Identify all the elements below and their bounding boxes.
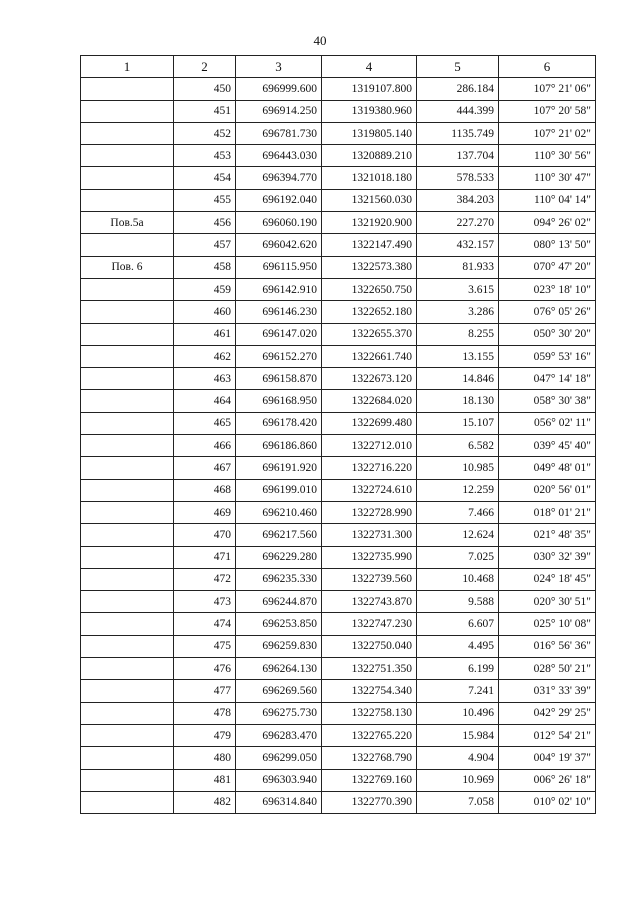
point-number-cell: 482 <box>174 791 236 813</box>
y-coordinate-cell: 1322747.230 <box>322 613 417 635</box>
distance-cell: 9.588 <box>417 591 499 613</box>
y-coordinate-cell: 1322731.300 <box>322 524 417 546</box>
bearing-cell: 031° 33' 39" <box>499 680 596 702</box>
point-number-cell: 464 <box>174 390 236 412</box>
table-row <box>81 524 596 546</box>
point-number-cell: 472 <box>174 568 236 590</box>
table-row <box>81 435 596 457</box>
coordinates-table <box>80 55 596 814</box>
bearing-cell: 076° 05' 26" <box>499 301 596 323</box>
bearing-cell: 107° 20' 58" <box>499 100 596 122</box>
bearing-cell: 110° 04' 14" <box>499 189 596 211</box>
distance-cell: 6.607 <box>417 613 499 635</box>
table-body <box>81 78 596 814</box>
x-coordinate-cell: 696999.600 <box>236 78 322 100</box>
bearing-cell: 004° 19' 37" <box>499 747 596 769</box>
section-label-cell <box>81 390 174 412</box>
point-number-cell: 455 <box>174 189 236 211</box>
table-row <box>81 256 596 278</box>
x-coordinate-cell: 696299.050 <box>236 747 322 769</box>
distance-cell: 18.130 <box>417 390 499 412</box>
y-coordinate-cell: 1322573.380 <box>322 256 417 278</box>
table-row <box>81 680 596 702</box>
bearing-cell: 042° 29' 25" <box>499 702 596 724</box>
x-coordinate-cell: 696283.470 <box>236 724 322 746</box>
table-row <box>81 457 596 479</box>
table-row <box>81 591 596 613</box>
bearing-cell: 110° 30' 47" <box>499 167 596 189</box>
y-coordinate-cell: 1322673.120 <box>322 368 417 390</box>
section-label-cell <box>81 234 174 256</box>
header-row <box>81 56 596 78</box>
y-coordinate-cell: 1322712.010 <box>322 435 417 457</box>
table-row <box>81 702 596 724</box>
x-coordinate-cell: 696192.040 <box>236 189 322 211</box>
y-coordinate-cell: 1322768.790 <box>322 747 417 769</box>
x-coordinate-cell: 696191.920 <box>236 457 322 479</box>
y-coordinate-cell: 1322735.990 <box>322 546 417 568</box>
bearing-cell: 080° 13' 50" <box>499 234 596 256</box>
table-row <box>81 345 596 367</box>
point-number-cell: 476 <box>174 658 236 680</box>
y-coordinate-cell: 1322147.490 <box>322 234 417 256</box>
distance-cell: 10.985 <box>417 457 499 479</box>
bearing-cell: 058° 30' 38" <box>499 390 596 412</box>
point-number-cell: 453 <box>174 145 236 167</box>
point-number-cell: 473 <box>174 591 236 613</box>
section-label-cell <box>81 78 174 100</box>
section-label-cell <box>81 568 174 590</box>
x-coordinate-cell: 696042.620 <box>236 234 322 256</box>
distance-cell: 10.468 <box>417 568 499 590</box>
point-number-cell: 478 <box>174 702 236 724</box>
section-label-cell <box>81 613 174 635</box>
bearing-cell: 012° 54' 21" <box>499 724 596 746</box>
point-number-cell: 463 <box>174 368 236 390</box>
section-label-cell <box>81 435 174 457</box>
table-row <box>81 368 596 390</box>
x-coordinate-cell: 696259.830 <box>236 635 322 657</box>
x-coordinate-cell: 696781.730 <box>236 122 322 144</box>
section-label-cell <box>81 189 174 211</box>
distance-cell: 1135.749 <box>417 122 499 144</box>
table-row <box>81 212 596 234</box>
section-label-cell <box>81 524 174 546</box>
column-header: 1 <box>81 56 174 78</box>
section-label-cell <box>81 323 174 345</box>
table-row <box>81 278 596 300</box>
bearing-cell: 070° 47' 20" <box>499 256 596 278</box>
section-label-cell <box>81 345 174 367</box>
y-coordinate-cell: 1322684.020 <box>322 390 417 412</box>
x-coordinate-cell: 696158.870 <box>236 368 322 390</box>
bearing-cell: 094° 26' 02" <box>499 212 596 234</box>
column-header: 5 <box>417 56 499 78</box>
point-number-cell: 477 <box>174 680 236 702</box>
distance-cell: 10.496 <box>417 702 499 724</box>
point-number-cell: 471 <box>174 546 236 568</box>
bearing-cell: 050° 30' 20" <box>499 323 596 345</box>
point-number-cell: 481 <box>174 769 236 791</box>
bearing-cell: 006° 26' 18" <box>499 769 596 791</box>
table-row <box>81 100 596 122</box>
y-coordinate-cell: 1322655.370 <box>322 323 417 345</box>
section-label-cell <box>81 301 174 323</box>
y-coordinate-cell: 1321018.180 <box>322 167 417 189</box>
table-row <box>81 301 596 323</box>
distance-cell: 432.157 <box>417 234 499 256</box>
x-coordinate-cell: 696152.270 <box>236 345 322 367</box>
table-row <box>81 479 596 501</box>
bearing-cell: 016° 56' 36" <box>499 635 596 657</box>
bearing-cell: 107° 21' 06" <box>499 78 596 100</box>
x-coordinate-cell: 696060.190 <box>236 212 322 234</box>
table-row <box>81 613 596 635</box>
y-coordinate-cell: 1319380.960 <box>322 100 417 122</box>
table-row <box>81 122 596 144</box>
section-label-cell <box>81 167 174 189</box>
y-coordinate-cell: 1321560.030 <box>322 189 417 211</box>
table-row <box>81 167 596 189</box>
distance-cell: 384.203 <box>417 189 499 211</box>
table-row <box>81 724 596 746</box>
distance-cell: 12.259 <box>417 479 499 501</box>
x-coordinate-cell: 696168.950 <box>236 390 322 412</box>
table-row <box>81 412 596 434</box>
distance-cell: 12.624 <box>417 524 499 546</box>
y-coordinate-cell: 1322728.990 <box>322 501 417 523</box>
x-coordinate-cell: 696146.230 <box>236 301 322 323</box>
point-number-cell: 462 <box>174 345 236 367</box>
bearing-cell: 107° 21' 02" <box>499 122 596 144</box>
table-row <box>81 635 596 657</box>
point-number-cell: 468 <box>174 479 236 501</box>
bearing-cell: 018° 01' 21" <box>499 501 596 523</box>
section-label-cell <box>81 278 174 300</box>
distance-cell: 15.107 <box>417 412 499 434</box>
y-coordinate-cell: 1319805.140 <box>322 122 417 144</box>
x-coordinate-cell: 696235.330 <box>236 568 322 590</box>
distance-cell: 7.025 <box>417 546 499 568</box>
x-coordinate-cell: 696443.030 <box>236 145 322 167</box>
y-coordinate-cell: 1322750.040 <box>322 635 417 657</box>
y-coordinate-cell: 1322724.610 <box>322 479 417 501</box>
y-coordinate-cell: 1322661.740 <box>322 345 417 367</box>
page-number: 40 <box>313 33 327 48</box>
x-coordinate-cell: 696253.850 <box>236 613 322 635</box>
x-coordinate-cell: 696142.910 <box>236 278 322 300</box>
point-number-cell: 461 <box>174 323 236 345</box>
section-label-cell <box>81 412 174 434</box>
section-label-cell <box>81 546 174 568</box>
bearing-cell: 047° 14' 18" <box>499 368 596 390</box>
distance-cell: 286.184 <box>417 78 499 100</box>
table-row <box>81 658 596 680</box>
bearing-cell: 030° 32' 39" <box>499 546 596 568</box>
bearing-cell: 059° 53' 16" <box>499 345 596 367</box>
y-coordinate-cell: 1322743.870 <box>322 591 417 613</box>
table-row <box>81 78 596 100</box>
x-coordinate-cell: 696186.860 <box>236 435 322 457</box>
distance-cell: 13.155 <box>417 345 499 367</box>
table-row <box>81 769 596 791</box>
point-number-cell: 474 <box>174 613 236 635</box>
distance-cell: 3.286 <box>417 301 499 323</box>
section-label-cell <box>81 724 174 746</box>
x-coordinate-cell: 696394.770 <box>236 167 322 189</box>
point-number-cell: 480 <box>174 747 236 769</box>
bearing-cell: 025° 10' 08" <box>499 613 596 635</box>
y-coordinate-cell: 1322769.160 <box>322 769 417 791</box>
table-row <box>81 546 596 568</box>
table-row <box>81 791 596 813</box>
section-label-cell <box>81 702 174 724</box>
distance-cell: 7.466 <box>417 501 499 523</box>
x-coordinate-cell: 696244.870 <box>236 591 322 613</box>
x-coordinate-cell: 696914.250 <box>236 100 322 122</box>
distance-cell: 6.199 <box>417 658 499 680</box>
x-coordinate-cell: 696264.130 <box>236 658 322 680</box>
point-number-cell: 469 <box>174 501 236 523</box>
section-label-cell <box>81 658 174 680</box>
x-coordinate-cell: 696210.460 <box>236 501 322 523</box>
y-coordinate-cell: 1322765.220 <box>322 724 417 746</box>
x-coordinate-cell: 696275.730 <box>236 702 322 724</box>
bearing-cell: 028° 50' 21" <box>499 658 596 680</box>
y-coordinate-cell: 1322650.750 <box>322 278 417 300</box>
y-coordinate-cell: 1322652.180 <box>322 301 417 323</box>
point-number-cell: 466 <box>174 435 236 457</box>
section-label-cell <box>81 747 174 769</box>
distance-cell: 4.904 <box>417 747 499 769</box>
x-coordinate-cell: 696147.020 <box>236 323 322 345</box>
distance-cell: 578.533 <box>417 167 499 189</box>
bearing-cell: 010° 02' 10" <box>499 791 596 813</box>
table-row <box>81 568 596 590</box>
distance-cell: 81.933 <box>417 256 499 278</box>
table-row <box>81 323 596 345</box>
distance-cell: 6.582 <box>417 435 499 457</box>
bearing-cell: 023° 18' 10" <box>499 278 596 300</box>
table-row <box>81 747 596 769</box>
point-number-cell: 454 <box>174 167 236 189</box>
distance-cell: 444.399 <box>417 100 499 122</box>
section-label-cell <box>81 501 174 523</box>
y-coordinate-cell: 1322758.130 <box>322 702 417 724</box>
distance-cell: 10.969 <box>417 769 499 791</box>
x-coordinate-cell: 696199.010 <box>236 479 322 501</box>
point-number-cell: 450 <box>174 78 236 100</box>
x-coordinate-cell: 696217.560 <box>236 524 322 546</box>
bearing-cell: 021° 48' 35" <box>499 524 596 546</box>
section-label-cell <box>81 100 174 122</box>
bearing-cell: 024° 18' 45" <box>499 568 596 590</box>
point-number-cell: 467 <box>174 457 236 479</box>
y-coordinate-cell: 1322751.350 <box>322 658 417 680</box>
section-label-cell <box>81 680 174 702</box>
x-coordinate-cell: 696115.950 <box>236 256 322 278</box>
column-header: 6 <box>499 56 596 78</box>
x-coordinate-cell: 696178.420 <box>236 412 322 434</box>
distance-cell: 4.495 <box>417 635 499 657</box>
distance-cell: 14.846 <box>417 368 499 390</box>
y-coordinate-cell: 1322739.560 <box>322 568 417 590</box>
y-coordinate-cell: 1322716.220 <box>322 457 417 479</box>
distance-cell: 8.255 <box>417 323 499 345</box>
section-label-cell: Пов. 6 <box>81 256 174 278</box>
y-coordinate-cell: 1322770.390 <box>322 791 417 813</box>
point-number-cell: 457 <box>174 234 236 256</box>
column-header: 2 <box>174 56 236 78</box>
point-number-cell: 452 <box>174 122 236 144</box>
y-coordinate-cell: 1319107.800 <box>322 78 417 100</box>
section-label-cell <box>81 769 174 791</box>
point-number-cell: 465 <box>174 412 236 434</box>
x-coordinate-cell: 696229.280 <box>236 546 322 568</box>
section-label-cell <box>81 635 174 657</box>
distance-cell: 137.704 <box>417 145 499 167</box>
point-number-cell: 456 <box>174 212 236 234</box>
table-row <box>81 501 596 523</box>
y-coordinate-cell: 1322754.340 <box>322 680 417 702</box>
section-label-cell <box>81 122 174 144</box>
x-coordinate-cell: 696269.560 <box>236 680 322 702</box>
table-header <box>81 56 596 78</box>
section-label-cell <box>81 457 174 479</box>
bearing-cell: 056° 02' 11" <box>499 412 596 434</box>
point-number-cell: 470 <box>174 524 236 546</box>
point-number-cell: 460 <box>174 301 236 323</box>
distance-cell: 227.270 <box>417 212 499 234</box>
bearing-cell: 020° 30' 51" <box>499 591 596 613</box>
table-row <box>81 189 596 211</box>
section-label-cell <box>81 145 174 167</box>
point-number-cell: 458 <box>174 256 236 278</box>
table-row <box>81 390 596 412</box>
point-number-cell: 451 <box>174 100 236 122</box>
point-number-cell: 475 <box>174 635 236 657</box>
distance-cell: 7.241 <box>417 680 499 702</box>
section-label-cell <box>81 591 174 613</box>
bearing-cell: 110° 30' 56" <box>499 145 596 167</box>
column-header: 3 <box>236 56 322 78</box>
y-coordinate-cell: 1322699.480 <box>322 412 417 434</box>
section-label-cell <box>81 479 174 501</box>
x-coordinate-cell: 696303.940 <box>236 769 322 791</box>
distance-cell: 7.058 <box>417 791 499 813</box>
column-header: 4 <box>322 56 417 78</box>
y-coordinate-cell: 1321920.900 <box>322 212 417 234</box>
bearing-cell: 039° 45' 40" <box>499 435 596 457</box>
point-number-cell: 479 <box>174 724 236 746</box>
section-label-cell: Пов.5а <box>81 212 174 234</box>
distance-cell: 3.615 <box>417 278 499 300</box>
bearing-cell: 049° 48' 01" <box>499 457 596 479</box>
y-coordinate-cell: 1320889.210 <box>322 145 417 167</box>
section-label-cell <box>81 368 174 390</box>
bearing-cell: 020° 56' 01" <box>499 479 596 501</box>
distance-cell: 15.984 <box>417 724 499 746</box>
point-number-cell: 459 <box>174 278 236 300</box>
x-coordinate-cell: 696314.840 <box>236 791 322 813</box>
table-row <box>81 145 596 167</box>
section-label-cell <box>81 791 174 813</box>
table-row <box>81 234 596 256</box>
